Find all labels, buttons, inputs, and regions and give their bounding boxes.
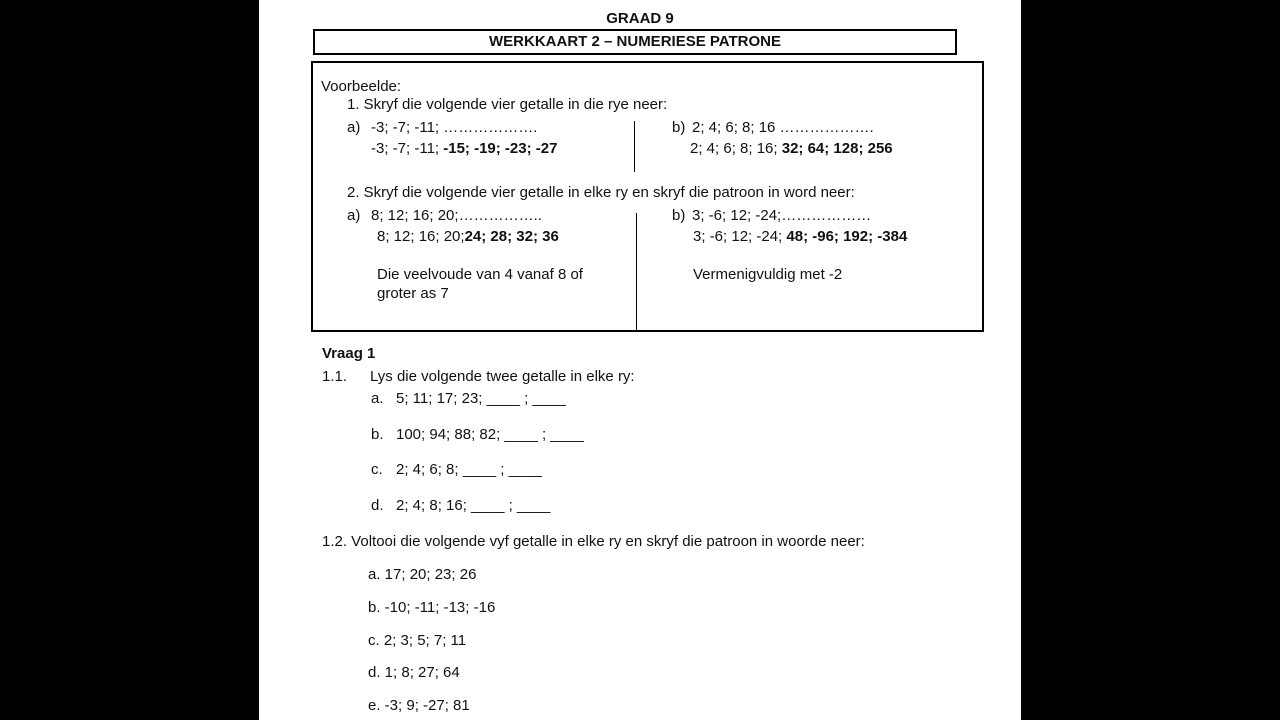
example2a-pattern-line1: Die veelvoude van 4 vanaf 8 of: [377, 266, 583, 283]
examples-heading: Voorbeelde:: [321, 78, 402, 95]
example2a-answer: 24; 28; 32; 36: [464, 228, 559, 245]
example1a-label: a): [347, 119, 361, 136]
example1b-given: 2; 4; 6; 8; 16;: [690, 140, 782, 157]
example2a-pattern-line2: groter as 7: [377, 285, 449, 302]
example2b-label: b): [672, 207, 686, 224]
q11-item-d: 2; 4; 8; 16; ____ ; ____: [396, 497, 551, 514]
q11-item-c-label: c.: [371, 461, 383, 478]
q11-item-a-label: a.: [371, 390, 384, 407]
column-divider-bottom: [636, 213, 637, 330]
example2a-label: a): [347, 207, 361, 224]
worksheet-title: WERKKAART 2 – NUMERIESE PATRONE: [313, 29, 957, 55]
example1b-answer: 32; 64; 128; 256: [781, 140, 893, 157]
example1b-solution: [690, 140, 893, 158]
example1a-answer: -15; -19; -23; -27: [443, 140, 558, 157]
q11-item-c: 2; 4; 6; 8; ____ ; ____: [396, 461, 542, 478]
example1a-question: -3; -7; -11; ……………….: [371, 119, 538, 136]
worksheet-page: [259, 0, 1021, 720]
q12-item-e: e. -3; 9; -27; 81: [368, 697, 470, 714]
example1a-given: -3; -7; -11;: [371, 140, 444, 157]
examples-box: [311, 61, 984, 332]
q12-item-b: b. -10; -11; -13; -16: [368, 599, 496, 616]
grade-heading: GRAAD 9: [606, 10, 674, 27]
question1-heading: Vraag 1: [322, 345, 376, 362]
column-divider-top: [634, 121, 635, 172]
question1-1-number: 1.1.: [322, 368, 348, 385]
example2b-solution: [693, 228, 907, 246]
q11-item-b: 100; 94; 88; 82; ____ ; ____: [396, 426, 584, 443]
example1a-solution: [371, 140, 557, 158]
example1b-label: b): [672, 119, 686, 136]
example1b-question: 2; 4; 6; 8; 16 ……………….: [692, 119, 874, 136]
example2b-given: 3; -6; 12; -24;: [693, 228, 787, 245]
example2a-solution: [377, 228, 559, 246]
q12-item-d: d. 1; 8; 27; 64: [368, 664, 460, 681]
example2b-question: 3; -6; 12; -24;………………: [692, 207, 872, 224]
example1-instruction: 1. Skryf die volgende vier getalle in die rye neer:: [347, 96, 668, 113]
example2a-given: 8; 12; 16; 20;: [377, 228, 465, 245]
q11-item-a: 5; 11; 17; 23; ____ ; ____: [396, 390, 566, 407]
question1-2-instruction: 1.2. Voltooi die volgende vyf getalle in elke ry en skryf die patroon in woorde neer:: [322, 533, 865, 550]
question1-1-instruction: Lys die volgende twee getalle in elke ry:: [370, 368, 635, 385]
q12-item-c: c. 2; 3; 5; 7; 11: [368, 632, 467, 649]
example2-instruction: 2. Skryf die volgende vier getalle in elke ry en skryf die patroon in word neer:: [347, 184, 855, 201]
q11-item-d-label: d.: [371, 497, 384, 514]
example2b-answer: 48; -96; 192; -384: [786, 228, 908, 245]
q12-item-a: a. 17; 20; 23; 26: [368, 566, 477, 583]
example2b-pattern: Vermenigvuldig met -2: [693, 266, 843, 283]
example2a-question: 8; 12; 16; 20;……………..: [371, 207, 542, 224]
q11-item-b-label: b.: [371, 426, 384, 443]
